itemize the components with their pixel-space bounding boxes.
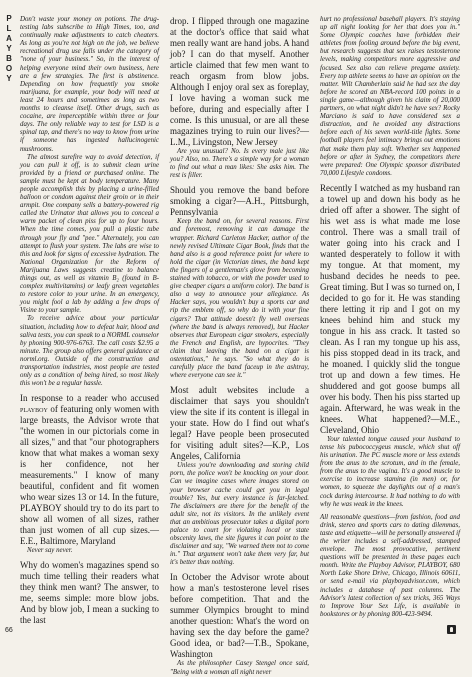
- question-text: of featuring only women with large breasts, the Advisor wrote that "the women in our pictorials come in all sizes," and that "our photographers know that what makes a woman sexy is her confidence, not her measurements." I know of many beautiful, confident and fit women who wear sizes 13 or 14. In the future, PLAYBOY should try to do its part to show all women of all sizes, rather than just women of all cup sizes.—E.E., Baltimore, Maryland: [20, 404, 159, 547]
- column-3: [320, 16, 460, 628]
- question-paragraph: [20, 393, 159, 547]
- page-number: 66: [5, 627, 13, 634]
- answer-paragraph: hurt no professional baseball players. It's staying up all night looking for her that does you in." Some Olympic coaches have forbidden their athletes from fooling around before the big event, but research suggests that sex raises testosterone levels, making competitors more aggressive and focused. Sex also can relieve pregame anxiety. Every top athlete seems to have an opinion on the matter. Wilt Chamberlain said he had sex the day before he scored an NBA-record 100 points in a single game—although given his claim of 20,000 partners, on what night didn't he have sex? Rocky Marciano is said to have considered sex a distraction, and he avoided any distractions before each of his seven world-title fights. Some football players feel intimacy brings out emotions that make them play soft. Whether sex happened before or after in Sydney, the competitors there were prepared: One Olympic sponsor distributed 70,000 Lifestyle condoms.: [320, 16, 460, 177]
- magazine-name: playboy: [20, 404, 48, 415]
- answer-paragraph: Unless you're downloading and storing child porn, the police won't be knocking on your door. Can we imagine cases where images stored on your browser cache could get you in legal trouble? Yes, but every instance is far-fetched. The disclaimers are there for the benefit of the adult site, not its visitors. In the unlikely event that an ambitious prosecutor takes a digital porn palace to court for violating local or state obscenity laws, the site figures it can point to the disclaimer and say, "We warned them not to come in." That argument won't take them very far, but it's better than nothing.: [170, 462, 309, 567]
- question-paragraph: Recently I watched as my husband ran a towel up and down his body as he dried off after a shower. The sight of his wet ass is what made me lose control. There was a small trail of water going into his crack and I wanted desperately to follow it with my tongue. At that moment, my husband decides he needs to pee. Great timing. But I was so turned on, I decided to go for it. He was standing there letting it rip and I got on my knees behind him and stuck my tongue in his ass crack. It tasted so clean. As I ran my tongue up his ass, his piss stopped dead in its track, and he moaned. I quickly slid the tongue trot up and down a few times. He shuddered and got goose bumps all over his body. Then his piss started up again. Afterward, he was weak in the knees. What happened?—M.E., Cleveland, Ohio: [320, 182, 460, 435]
- question-paragraph: Why do women's magazines spend so much time telling their readers what they think men want? The answer, to me, seems simple: more blow jobs. And by blow job, I mean a sucking to the last: [20, 560, 159, 626]
- question-paragraph: Should you remove the band before smoking a cigar?—A.H., Pittsburgh, Pennsylvania: [170, 185, 309, 218]
- answer-paragraph: To receive advice about your particular situation, including how to defeat hair, blood and saliva tests, you can speak to a NORML counselor by phoning 900-976-6763. The call costs $2.95 a minute. The group also offers general guidance at norml.org. Outside of the construction and transportation industries, most people are tested only as a condition of being hired, so most likely this won't be a regular hassle.: [20, 315, 160, 388]
- question-text: In response to a reader who accused: [20, 393, 159, 404]
- answer-paragraph: Are you unusual? No. Is every male just like you? Also, no. There's a simple way for a woman to find out what a man likes: She asks him. The rest is filler.: [170, 148, 309, 180]
- magazine-side-label: PLAYBOY: [5, 14, 13, 83]
- answer-paragraph: Your talented tongue caused your husband to tense his pubococcygeus muscle, which shut off his urination. The PC muscle more or less extends from the anus to the scrotum, and in the female, from the anus to the vagina. It's a good muscle to exercise to increase stamina (in men) or, for women, to squeeze the daylights out of a man's cock during intercourse. It had nothing to do with why he was weak in the knees.: [320, 435, 460, 508]
- answer-paragraph: Keep the band on, for several reasons. First and foremost, removing it can damage the wrapper. Richard Carleton Hacker, author of the newly revised Ultimate Cigar Book, finds that the band also is a good reference point for where to hold the cigar (in Victorian times, the band kept the fingers of a gentleman's glove from becoming stained with tobacco, or with the powder used to give cheaper cigars a uniform color). The band is also a way to announce your allegiance. As Hacker says, you wouldn't buy a sports car and rip the emblem off, so why do it with your fine cigars? That attitude doesn't fly well overseas (where the band is always removed), but Hacker observes that European cigar smokers, especially the French and English, are hypocrites. "They claim that leaving the band on a cigar is ostentatious," he says. "So what they do is carefully place the band faceup in the ashtray, where everyone can see it.": [170, 218, 309, 380]
- question-paragraph: Most adult websites include a disclaimer that says you shouldn't view the site if its content is illegal in your state. How do I find out what's legal? Have people been prosecuted for visiting adult sites?—K.P., Los Angeles, California: [170, 385, 309, 462]
- answer-paragraph: Don't waste your money on potions. The drug-testing labs subscribe to High Times, too, and continually make adjustments to catch cheaters. As long as you're not high on the job, we believe recreational drug use falls under the category of "none of your business." So, in the interest of helping everyone mind their own business, here are a few strategies. The first is abstinence. Depending on how frequently you smoke marijuana, for example, your body will need at least 24 hours and sometimes as long as two months to cleanse itself. Other drugs, such as cocaine, are imperceptible within three or four days. The only reliable way to test for LSD is a spinal tap, and there's no way to know from urine if someone has ingested hallucinogenic mushrooms.: [20, 16, 159, 153]
- column-1: [20, 16, 159, 628]
- answer-paragraph: The almost surefire way to avoid detection, if you can pull it off, is to submit clean urine provided by a friend or purchased online. The sample must be kept at body temperature. Many people accomplish this by placing a urine-filled balloon or condom against their groin or in their armpit. One company sells a battery-powered rig called the Urinator that allows you to conceal a warm packet of clean piss for up to four hours. When the time comes, you pull a plastic tube through your fly and "pee." Alternately, you can attempt to flush your system. The labs are wise to this and look for signs of excessive hydration. The National Organization for the Reform of Marijuana Laws suggests creatine to balance things out, as well as vitamin B₂ (found in B-complex multivitamins) or leafy green vegetables to restore color to your urine. In an emergency, you might fool a lab by adding a few drops of Visine to your sample.: [20, 153, 159, 315]
- column-2: [170, 16, 309, 676]
- answer-paragraph: Never say never.: [27, 547, 73, 555]
- question-paragraph: drop. I flipped through one magazine at the doctor's office that said what men really want are hand jobs. A hand job? I can do that myself. Another article claimed that few men want to reach orgasm from blow jobs. Although I enjoy oral sex as foreplay, I love having a woman suck me before, during and especially after I come. Is this unusual, or are all these magazines trying to ruin our lives?—L.M., Livingston, New Jersey: [170, 16, 309, 147]
- answer-paragraph: As the philosopher Casey Stengel once said, "Being with a woman all night never: [170, 660, 309, 676]
- column-footer-note: All reasonable questions—from fashion, food and drink, stereo and sports cars to dating dilemmas, taste and etiquette—will be personally answered if the writer includes a self-addressed, stamped envelope. The most provocative, pertinent questions will be presented in these pages each month. Write the Playboy Advisor, PLAYBOY, 680 North Lake Shore Drive, Chicago, Illinois 60611, or send e-mail via playboyadvisor.com, which includes a database of past columns. The Advisor's latest collection of sex tricks, 365 Ways to Improve Your Sex Life, is available in bookstores or by phoning 800-423-9494.: [320, 513, 460, 618]
- question-paragraph: In October the Advisor wrote about how a man's testosterone level rises before competition. That and the summer Olympics brought to mind another question: What's the word on having sex the day before the game? Good idea, or bad?—T.B., Spokane, Washington: [170, 572, 309, 660]
